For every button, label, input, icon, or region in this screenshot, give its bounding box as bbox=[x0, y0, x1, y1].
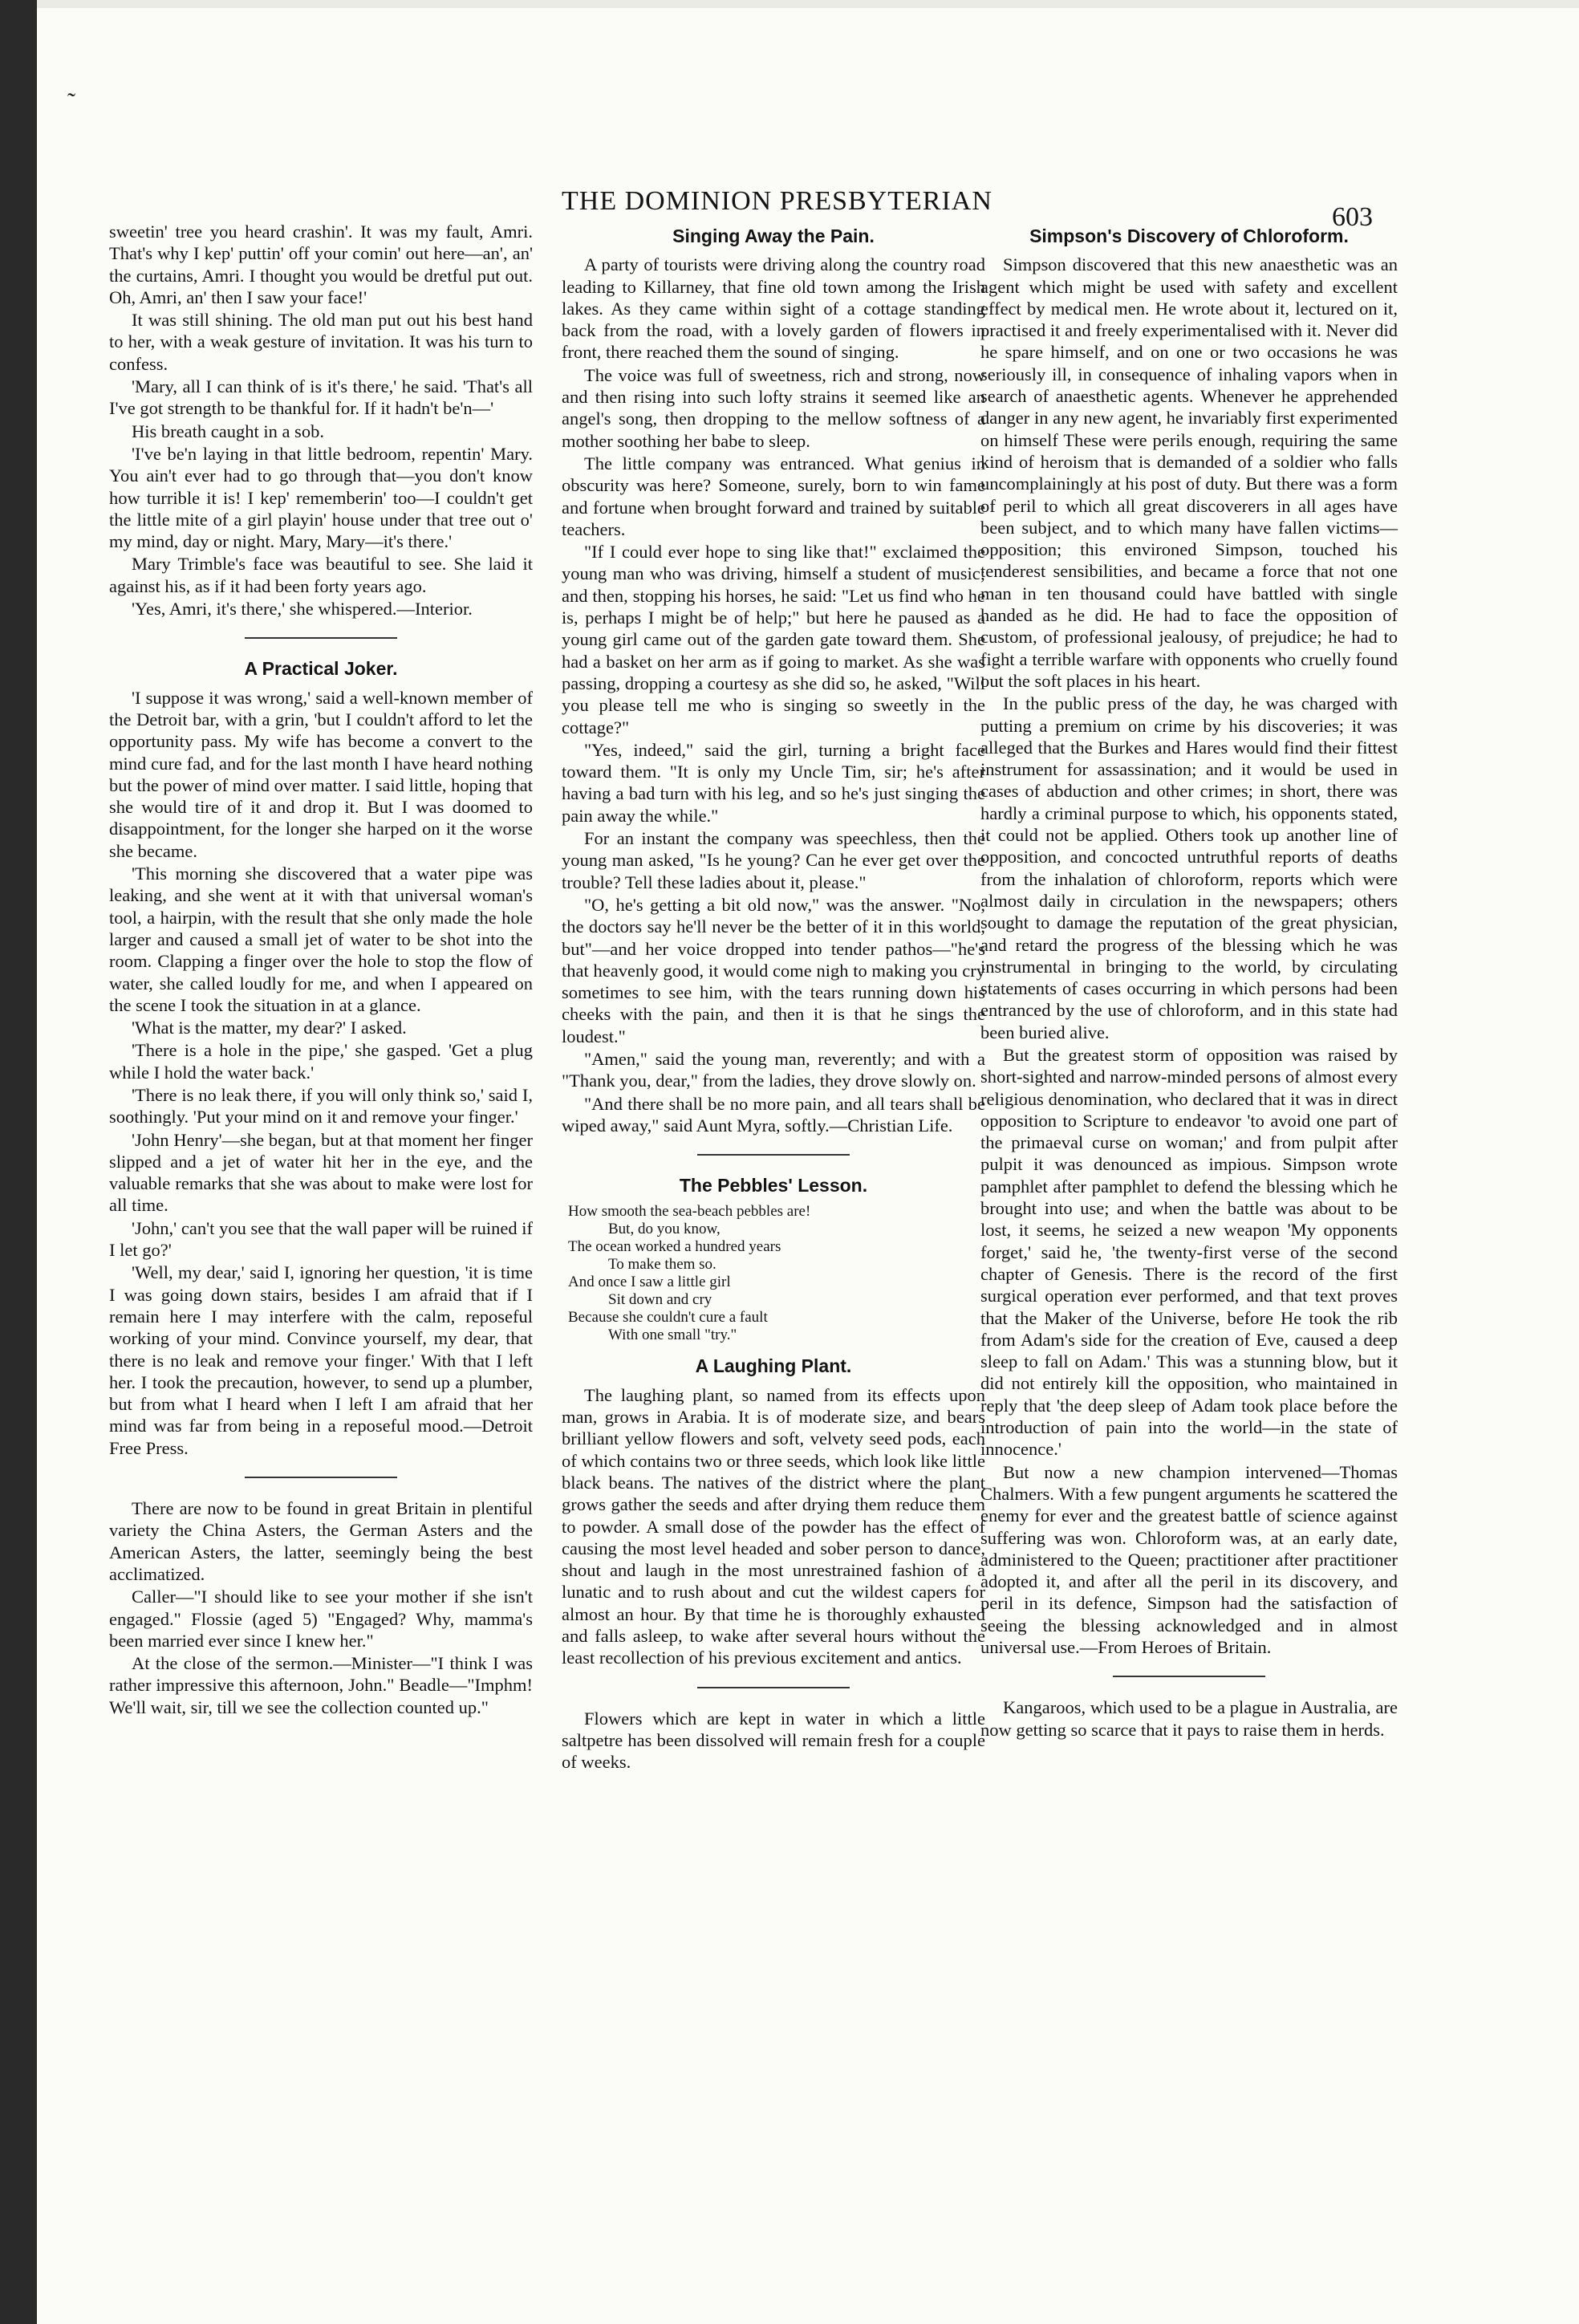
story-paragraph: 'Mary, all I can think of is it's there,' he said. 'That's all I've got strength to be thankful for. If it hadn't be'n—' bbox=[109, 376, 533, 419]
article-title-laughing-plant: A Laughing Plant. bbox=[695, 1355, 852, 1377]
poem-line: But, do you know, bbox=[608, 1221, 720, 1238]
item-caller: Caller—"I should like to see your mother if she isn't engaged." Flossie (aged 5) "Engaged? Why, mamma's been married ever since I knew her." bbox=[109, 1587, 533, 1651]
item-asters: There are now to be found in great Britain in plentiful variety the China Asters, the German Asters and the American Asters, the latter, seemingly being the best acclimatized. bbox=[109, 1498, 533, 1584]
corner-mark: ˜ bbox=[67, 88, 75, 115]
article-paragraph: 'What is the matter, my dear?' I asked. bbox=[132, 1018, 407, 1038]
page-header-title: THE DOMINION PRESBYTERIAN bbox=[562, 186, 992, 216]
article-paragraph: The little company was entranced. What genius in obscurity was here? Someone, surely, born to win fame and fortune when brought forward and trained by suitable teachers. bbox=[562, 453, 985, 539]
article-title-singing: Singing Away the Pain. bbox=[672, 225, 875, 246]
article-paragraph: "O, he's getting a bit old now," was the answer. "No, the doctors say he'll never be the better of it in this world, but"—and her voice dropped into tender pathos—"he's that heavenly good, it would come nigh to making you cry sometimes to see him, with the tears running down his cheeks with the pain, and then it is that he sings the loudest." bbox=[562, 894, 985, 1046]
article-paragraph: The voice was full of sweetness, rich and strong, now and then rising into such lofty strains it seemed like an angel's song, then dropping to the mellow softness of a mother soothing her babe to sleep. bbox=[562, 364, 985, 451]
story-paragraph: 'Yes, Amri, it's there,' she whispered.—Interior. bbox=[132, 599, 473, 620]
item-flowers: Flowers which are kept in water in which a little saltpetre has been dissolved will remain fresh for a couple of weeks. bbox=[562, 1708, 985, 1773]
article-paragraph: 'Well, my dear,' said I, ignoring her question, 'it is time I was going down stairs, besides I am afraid that if I remain here I may interfere with the calm, reposeful working of your mind. Convince yourself, my dear, that there is no leak and remove your finger.' With that I left her. I took the precaution, however, to send up a plumber, but from what I heard when I left I am afraid that her mind was far from being in a reposeful mood.—Detroit Free Press. bbox=[109, 1262, 533, 1458]
column-2 bbox=[562, 221, 985, 1774]
article-paragraph: Simpson discovered that this new anaesthetic was an agent which might be used with safety and excellent effect by medical men. He wrote about it, lectured on it, practised it and freely experimentalised with it. Never did he spare himself, and on one or two occasions he was seriously ill, in consequence of inhaling vapors when in search of anaesthetic agents. Whenever he apprehended danger in any new agent, he invariably first experimented on himself These were perils enough, requiring the same kind of heroism that is demanded of a soldier who falls uncomplainingly at his post of duty. But there was a form of peril to which all great discoverers in all ages have been subject, and to which many have fallen victims—opposition; this environed Simpson, touched his tenderest sensibilities, and became a force that not one man in ten thousand could have battled with single handed as he did. He had to face the opposition of custom, of professional jealousy, of prejudice; he had to fight a terrible warfare with opponents who cruelly found out the soft places in his heart. bbox=[980, 254, 1398, 691]
article-paragraph: 'There is no leak there, if you will only think so,' said I, soothingly. 'Put your mind on it and remove your finger.' bbox=[109, 1084, 533, 1127]
article-paragraph: The laughing plant, so named from its effects upon man, grows in Arabia. It is of moderate size, and bears brilliant yellow flowers and soft, velvety seed pods, each of which contains two or three seeds, which look like little black beans. The natives of the district where the plant grows gather the seeds and after drying them reduce them to powder. A small dose of the powder has the effect of causing the most level headed and sober person to dance, shout and laugh in the most unrestrained fashion of a lunatic and to rush about and cut the wildest capers for almost an hour. By that time he is thoroughly exhausted and falls asleep, to wake after several hours without the least recollection of his previous excitement and antics. bbox=[562, 1384, 985, 1668]
section-divider bbox=[697, 1687, 850, 1688]
poem-line: Because she couldn't cure a fault bbox=[568, 1309, 768, 1327]
column-3 bbox=[980, 221, 1398, 1741]
section-divider bbox=[245, 1477, 397, 1478]
poem bbox=[562, 1203, 985, 1344]
article-title-practical-joker: A Practical Joker. bbox=[244, 658, 398, 680]
poem-line: And once I saw a little girl bbox=[568, 1274, 731, 1291]
section-divider bbox=[245, 637, 397, 639]
poem-line: To make them so. bbox=[608, 1256, 716, 1274]
article-paragraph: "Yes, indeed," said the girl, turning a bright face toward them. "It is only my Uncle Tim, sir; he's after having a bad turn with his leg, and so he's just singing the pain away the while." bbox=[562, 739, 985, 826]
article-title-pebbles: The Pebbles' Lesson. bbox=[679, 1175, 868, 1197]
article-paragraph: In the public press of the day, he was charged with putting a premium on crime by his discoveries; it was alleged that the Burkes and Hares would find their fittest instrument for assassination; and it would be used in cases of abduction and other crimes; in short, there was hardly a criminal purpose to which, his opponents stated, it could not be applied. Others took up another line of opposition, and concocted untruthful reports of deaths from the inhalation of chloroform, reports which were almost daily in circulation in the newspapers; others sought to damage the reputation of the great physician, and retard the progress of the blessing which he was instrumental in bringing to the world, by circulating statements of cases occurring in which persons had been entranced by the use of chloroform, and in this state had been buried alive. bbox=[980, 693, 1398, 1042]
article-paragraph: For an instant the company was speechless, then the young man asked, "Is he young? Can he ever get over the trouble? Tell these ladies about it, please." bbox=[562, 828, 985, 892]
article-paragraph: 'John,' can't you see that the wall paper will be ruined if I let go?' bbox=[109, 1217, 533, 1261]
poem-line: With one small "try." bbox=[608, 1327, 737, 1344]
article-paragraph: 'I suppose it was wrong,' said a well-known member of the Detroit bar, with a grin, 'but I couldn't afford to let the opportunity pass. My wife has become a convert to the mind cure fad, and for the last month I have heard nothing but the power of mind over matter. I said little, hoping that she would tire of it and drop it. But I was doomed to disappointment, for the longer she harped on it the worse she became. bbox=[109, 687, 534, 861]
article-paragraph: But now a new champion intervened—Thomas Chalmers. With a few pungent arguments he scattered the enemy for ever and the greatest battle of science against suffering was won. Chloroform was, at an early date, administered to the Queen; practitioner after practitioner adopted it, and after all the peril in its discovery, and peril in its defence, Simpson had the satisfaction of seeing the blessing acknowledged and in almost universal use.—From Heroes of Britain. bbox=[980, 1461, 1398, 1657]
poem-line: The ocean worked a hundred years bbox=[568, 1238, 781, 1256]
article-paragraph: "If I could ever hope to sing like that!" exclaimed the young man who was driving, himself a student of music; and then, stopping his horses, he said: "Let us find who he is, perhaps I might be of help;" but here he paused as a young girl came out of the garden gate toward them. She had a basket on her arm as if going to market. As she was passing, dropping a courtesy as she did so, he asked, "Will you please tell me who is singing so sweetly in the cottage?" bbox=[562, 542, 985, 737]
article-paragraph: "And there shall be no more pain, and all tears shall be wiped away," said Aunt Myra, softly.—Christian Life. bbox=[562, 1093, 985, 1136]
story-paragraph: Mary Trimble's face was beautiful to see. She laid it against his, as if it had been forty years ago. bbox=[109, 554, 533, 596]
article-paragraph: 'There is a hole in the pipe,' she gasped. 'Get a plug while I hold the water back.' bbox=[109, 1040, 533, 1083]
item-kangaroos: Kangaroos, which used to be a plague in Australia, are now getting so scarce that it pays to raise them in herds. bbox=[980, 1697, 1398, 1740]
article-paragraph: "Amen," said the young man, reverently; and with a "Thank you, dear," from the ladies, they drove slowly on. bbox=[562, 1048, 985, 1091]
article-title-simpson: Simpson's Discovery of Chloroform. bbox=[1029, 225, 1349, 246]
article-paragraph: A party of tourists were driving along the country road leading to Killarney, that fine old town among the Irish lakes. As they came within sight of a cottage standing back from the road, with a lovely garden of flowers in front, there reached them the sound of singing. bbox=[562, 254, 985, 363]
page-binding-edge bbox=[0, 0, 37, 2324]
column-1 bbox=[109, 221, 533, 1719]
story-paragraph: sweetin' tree you heard crashin'. It was my fault, Amri. That's why I kep' puttin' off your comin' out here—an', an' the curtains, Amri. I thought you would be dretful put out. Oh, Amri, an' then I saw your face!' bbox=[109, 221, 533, 307]
article-paragraph: 'This morning she discovered that a water pipe was leaking, and she went at it with that universal woman's tool, a hairpin, with the result that she only made the hole larger and caused a small jet of water to be shot into the room. Clapping a finger over the hole to stop the flow of water, she called loudly for me, and when I appeared on the scene I took the situation in at a glance. bbox=[109, 863, 533, 1015]
article-paragraph: But the greatest storm of opposition was raised by short-sighted and narrow-minded persons of almost every religious denomination, who declared that it was in direct opposition to Scripture to endeavor 'to avoid one part of the primaeval curse on woman;' and from pulpit after pulpit it was denounced as impious. Simpson wrote pamphlet after pamphlet to defend the blessing which he brought into use; and when the battle was about to be lost, it seems, he seized a new weapon 'My opponents forget,' said he, 'the twenty-first verse of the second chapter of Genesis. There is the record of the first surgical operation ever performed, and that text proves that the Maker of the Universe, before He took the rib from Adam's side for the creation of Eve, caused a deep sleep to fall on Adam.' This was a stunning blow, but it did not entirely kill the opposition, who maintained in reply that 'the deep sleep of Adam took place before the introduction of pain into the world—in the state of innocence.' bbox=[980, 1044, 1398, 1460]
section-divider bbox=[697, 1154, 850, 1156]
story-paragraph: It was still shining. The old man put out his best hand to her, with a weak gesture of invitation. It was his turn to confess. bbox=[109, 310, 533, 374]
poem-line: Sit down and cry bbox=[608, 1291, 712, 1309]
article-paragraph: 'John Henry'—she began, but at that moment her finger slipped and a jet of water hit her in the eye, and the valuable remarks that she was about to make were lost for all time. bbox=[109, 1129, 533, 1216]
item-sermon: At the close of the sermon.—Minister—"I think I was rather impressive this afternoon, John." Beadle—"Imphm! We'll wait, sir, till we see the collection counted up." bbox=[109, 1653, 533, 1717]
section-divider bbox=[1113, 1676, 1265, 1677]
story-paragraph: 'I've be'n laying in that little bedroom, repentin' Mary. You ain't ever had to go through that—you don't know how turrible it is! I kep' rememberin' too—I couldn't get the little mite of a girl playin' house under that tree out o' my mind, day or night. Mary, Mary—it's there.' bbox=[109, 443, 533, 552]
page-number: 603 bbox=[1332, 202, 1373, 232]
story-paragraph: His breath caught in a sob. bbox=[132, 421, 324, 441]
poem-line: How smooth the sea-beach pebbles are! bbox=[568, 1203, 811, 1221]
